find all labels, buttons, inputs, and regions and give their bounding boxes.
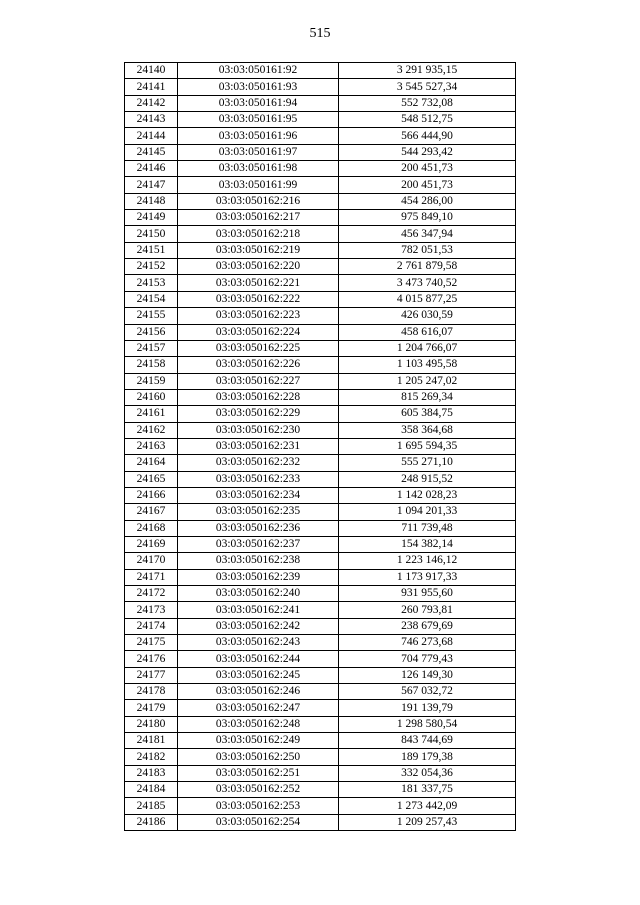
table-row: [125, 389, 516, 405]
row-index-cell: 24180: [125, 716, 178, 732]
row-index-cell: 24169: [125, 536, 178, 552]
row-index-cell: 24146: [125, 161, 178, 177]
cadastral-value-cell: 552 732,08: [339, 95, 516, 111]
table-row: [125, 226, 516, 242]
table-row: [125, 651, 516, 667]
row-index-cell: 24143: [125, 112, 178, 128]
cadastral-value-cell: 238 679,69: [339, 618, 516, 634]
cadastral-number-cell: 03:03:050162:250: [178, 749, 339, 765]
cadastral-value-cell: 458 616,07: [339, 324, 516, 340]
cadastral-value-cell: 1 094 201,33: [339, 504, 516, 520]
table-row: [125, 242, 516, 258]
cadastral-value-cell: 2 761 879,58: [339, 259, 516, 275]
cadastral-number-cell: 03:03:050161:97: [178, 144, 339, 160]
table-row: [125, 128, 516, 144]
cadastral-number-cell: 03:03:050162:235: [178, 504, 339, 520]
row-index-cell: 24141: [125, 79, 178, 95]
table-row: [125, 144, 516, 160]
row-index-cell: 24158: [125, 357, 178, 373]
row-index-cell: 24154: [125, 291, 178, 307]
cadastral-number-cell: 03:03:050162:240: [178, 586, 339, 602]
cadastral-number-cell: 03:03:050162:222: [178, 291, 339, 307]
row-index-cell: 24185: [125, 798, 178, 814]
row-index-cell: 24184: [125, 782, 178, 798]
row-index-cell: 24144: [125, 128, 178, 144]
cadastral-value-table: [124, 62, 516, 831]
cadastral-number-cell: 03:03:050162:232: [178, 455, 339, 471]
cadastral-number-cell: 03:03:050161:93: [178, 79, 339, 95]
cadastral-number-cell: 03:03:050162:231: [178, 438, 339, 454]
cadastral-number-cell: 03:03:050162:243: [178, 635, 339, 651]
cadastral-value-cell: 931 955,60: [339, 586, 516, 602]
cadastral-number-cell: 03:03:050162:225: [178, 340, 339, 356]
table-row: [125, 700, 516, 716]
table-row: [125, 112, 516, 128]
cadastral-number-cell: 03:03:050161:92: [178, 63, 339, 79]
cadastral-value-cell: 3 545 527,34: [339, 79, 516, 95]
table-row: [125, 667, 516, 683]
row-index-cell: 24183: [125, 765, 178, 781]
cadastral-number-cell: 03:03:050162:233: [178, 471, 339, 487]
table-row: [125, 504, 516, 520]
table-row: [125, 487, 516, 503]
cadastral-number-cell: 03:03:050162:251: [178, 765, 339, 781]
cadastral-value-cell: 746 273,68: [339, 635, 516, 651]
cadastral-number-cell: 03:03:050162:239: [178, 569, 339, 585]
cadastral-value-cell: 1 204 766,07: [339, 340, 516, 356]
table-row: [125, 275, 516, 291]
cadastral-value-cell: 426 030,59: [339, 308, 516, 324]
table-row: [125, 161, 516, 177]
cadastral-number-cell: 03:03:050162:218: [178, 226, 339, 242]
cadastral-number-cell: 03:03:050162:216: [178, 193, 339, 209]
table-row: [125, 749, 516, 765]
row-index-cell: 24161: [125, 406, 178, 422]
cadastral-number-cell: 03:03:050162:226: [178, 357, 339, 373]
page-number: 515: [309, 26, 331, 41]
table-row: [125, 602, 516, 618]
table-row: [125, 782, 516, 798]
table-row: [125, 553, 516, 569]
row-index-cell: 24174: [125, 618, 178, 634]
table-row: [125, 340, 516, 356]
table-row: [125, 684, 516, 700]
cadastral-value-cell: 843 744,69: [339, 733, 516, 749]
cadastral-number-cell: 03:03:050161:94: [178, 95, 339, 111]
cadastral-number-cell: 03:03:050161:99: [178, 177, 339, 193]
table-row: [125, 291, 516, 307]
cadastral-number-cell: 03:03:050162:230: [178, 422, 339, 438]
cadastral-number-cell: 03:03:050162:221: [178, 275, 339, 291]
row-index-cell: 24162: [125, 422, 178, 438]
cadastral-number-cell: 03:03:050162:229: [178, 406, 339, 422]
row-index-cell: 24151: [125, 242, 178, 258]
table-row: [125, 422, 516, 438]
table-row: [125, 308, 516, 324]
table-row: [125, 586, 516, 602]
cadastral-number-cell: 03:03:050162:220: [178, 259, 339, 275]
cadastral-value-cell: 200 451,73: [339, 177, 516, 193]
row-index-cell: 24142: [125, 95, 178, 111]
row-index-cell: 24152: [125, 259, 178, 275]
cadastral-number-cell: 03:03:050162:238: [178, 553, 339, 569]
cadastral-value-cell: 332 054,36: [339, 765, 516, 781]
row-index-cell: 24156: [125, 324, 178, 340]
table-row: [125, 716, 516, 732]
cadastral-value-cell: 1 103 495,58: [339, 357, 516, 373]
table-row: [125, 438, 516, 454]
row-index-cell: 24155: [125, 308, 178, 324]
cadastral-number-cell: 03:03:050162:224: [178, 324, 339, 340]
table-row: [125, 814, 516, 830]
table-row: [125, 765, 516, 781]
cadastral-value-cell: 1 209 257,43: [339, 814, 516, 830]
cadastral-number-cell: 03:03:050162:245: [178, 667, 339, 683]
cadastral-number-cell: 03:03:050162:227: [178, 373, 339, 389]
cadastral-value-cell: 566 444,90: [339, 128, 516, 144]
table-row: [125, 733, 516, 749]
cadastral-value-cell: 154 382,14: [339, 536, 516, 552]
cadastral-number-cell: 03:03:050162:252: [178, 782, 339, 798]
row-index-cell: 24140: [125, 63, 178, 79]
cadastral-number-cell: 03:03:050162:247: [178, 700, 339, 716]
row-index-cell: 24159: [125, 373, 178, 389]
cadastral-value-cell: 191 139,79: [339, 700, 516, 716]
cadastral-value-cell: 975 849,10: [339, 210, 516, 226]
cadastral-number-cell: 03:03:050162:253: [178, 798, 339, 814]
row-index-cell: 24179: [125, 700, 178, 716]
row-index-cell: 24168: [125, 520, 178, 536]
row-index-cell: 24172: [125, 586, 178, 602]
row-index-cell: 24149: [125, 210, 178, 226]
cadastral-number-cell: 03:03:050162:244: [178, 651, 339, 667]
cadastral-value-cell: 782 051,53: [339, 242, 516, 258]
cadastral-value-cell: 1 695 594,35: [339, 438, 516, 454]
cadastral-number-cell: 03:03:050162:217: [178, 210, 339, 226]
cadastral-value-cell: 248 915,52: [339, 471, 516, 487]
table-row: [125, 455, 516, 471]
table-row: [125, 618, 516, 634]
cadastral-number-cell: 03:03:050162:237: [178, 536, 339, 552]
cadastral-number-cell: 03:03:050162:254: [178, 814, 339, 830]
row-index-cell: 24163: [125, 438, 178, 454]
row-index-cell: 24157: [125, 340, 178, 356]
row-index-cell: 24177: [125, 667, 178, 683]
cadastral-number-cell: 03:03:050161:95: [178, 112, 339, 128]
cadastral-number-cell: 03:03:050162:248: [178, 716, 339, 732]
cadastral-value-cell: 704 779,43: [339, 651, 516, 667]
table-row: [125, 357, 516, 373]
row-index-cell: 24186: [125, 814, 178, 830]
cadastral-value-cell: 567 032,72: [339, 684, 516, 700]
cadastral-value-cell: 544 293,42: [339, 144, 516, 160]
cadastral-number-cell: 03:03:050162:234: [178, 487, 339, 503]
table-row: [125, 259, 516, 275]
cadastral-value-cell: 126 149,30: [339, 667, 516, 683]
cadastral-value-cell: 1 223 146,12: [339, 553, 516, 569]
cadastral-value-cell: 605 384,75: [339, 406, 516, 422]
cadastral-value-cell: 1 205 247,02: [339, 373, 516, 389]
cadastral-value-cell: 4 015 877,25: [339, 291, 516, 307]
row-index-cell: 24165: [125, 471, 178, 487]
cadastral-number-cell: 03:03:050162:236: [178, 520, 339, 536]
row-index-cell: 24167: [125, 504, 178, 520]
table-row: [125, 520, 516, 536]
cadastral-number-cell: 03:03:050162:246: [178, 684, 339, 700]
cadastral-value-cell: 189 179,38: [339, 749, 516, 765]
cadastral-value-cell: 1 298 580,54: [339, 716, 516, 732]
table-row: [125, 79, 516, 95]
row-index-cell: 24145: [125, 144, 178, 160]
cadastral-value-cell: 1 273 442,09: [339, 798, 516, 814]
row-index-cell: 24173: [125, 602, 178, 618]
cadastral-value-cell: 711 739,48: [339, 520, 516, 536]
table-row: [125, 536, 516, 552]
cadastral-value-cell: 454 286,00: [339, 193, 516, 209]
row-index-cell: 24164: [125, 455, 178, 471]
cadastral-value-cell: 555 271,10: [339, 455, 516, 471]
row-index-cell: 24166: [125, 487, 178, 503]
table-row: [125, 210, 516, 226]
cadastral-value-cell: 456 347,94: [339, 226, 516, 242]
cadastral-number-cell: 03:03:050162:241: [178, 602, 339, 618]
table-row: [125, 324, 516, 340]
cadastral-value-cell: 358 364,68: [339, 422, 516, 438]
row-index-cell: 24178: [125, 684, 178, 700]
row-index-cell: 24182: [125, 749, 178, 765]
table-row: [125, 63, 516, 79]
cadastral-number-cell: 03:03:050162:223: [178, 308, 339, 324]
cadastral-value-cell: 260 793,81: [339, 602, 516, 618]
row-index-cell: 24150: [125, 226, 178, 242]
row-index-cell: 24181: [125, 733, 178, 749]
row-index-cell: 24147: [125, 177, 178, 193]
cadastral-value-cell: 1 142 028,23: [339, 487, 516, 503]
table-row: [125, 635, 516, 651]
table-row: [125, 193, 516, 209]
cadastral-number-cell: 03:03:050162:219: [178, 242, 339, 258]
table-row: [125, 373, 516, 389]
cadastral-value-cell: 200 451,73: [339, 161, 516, 177]
row-index-cell: 24170: [125, 553, 178, 569]
cadastral-number-cell: 03:03:050162:242: [178, 618, 339, 634]
cadastral-number-cell: 03:03:050162:249: [178, 733, 339, 749]
row-index-cell: 24148: [125, 193, 178, 209]
table-row: [125, 406, 516, 422]
table-row: [125, 95, 516, 111]
row-index-cell: 24171: [125, 569, 178, 585]
cadastral-value-cell: 3 473 740,52: [339, 275, 516, 291]
cadastral-value-cell: 548 512,75: [339, 112, 516, 128]
row-index-cell: 24175: [125, 635, 178, 651]
cadastral-number-cell: 03:03:050161:98: [178, 161, 339, 177]
table-body: [125, 63, 516, 831]
table-row: [125, 471, 516, 487]
table-row: [125, 798, 516, 814]
cadastral-value-cell: 181 337,75: [339, 782, 516, 798]
table-row: [125, 177, 516, 193]
table-row: [125, 569, 516, 585]
cadastral-number-cell: 03:03:050161:96: [178, 128, 339, 144]
row-index-cell: 24153: [125, 275, 178, 291]
cadastral-value-cell: 3 291 935,15: [339, 63, 516, 79]
cadastral-value-cell: 815 269,34: [339, 389, 516, 405]
cadastral-value-cell: 1 173 917,33: [339, 569, 516, 585]
row-index-cell: 24176: [125, 651, 178, 667]
cadastral-number-cell: 03:03:050162:228: [178, 389, 339, 405]
row-index-cell: 24160: [125, 389, 178, 405]
